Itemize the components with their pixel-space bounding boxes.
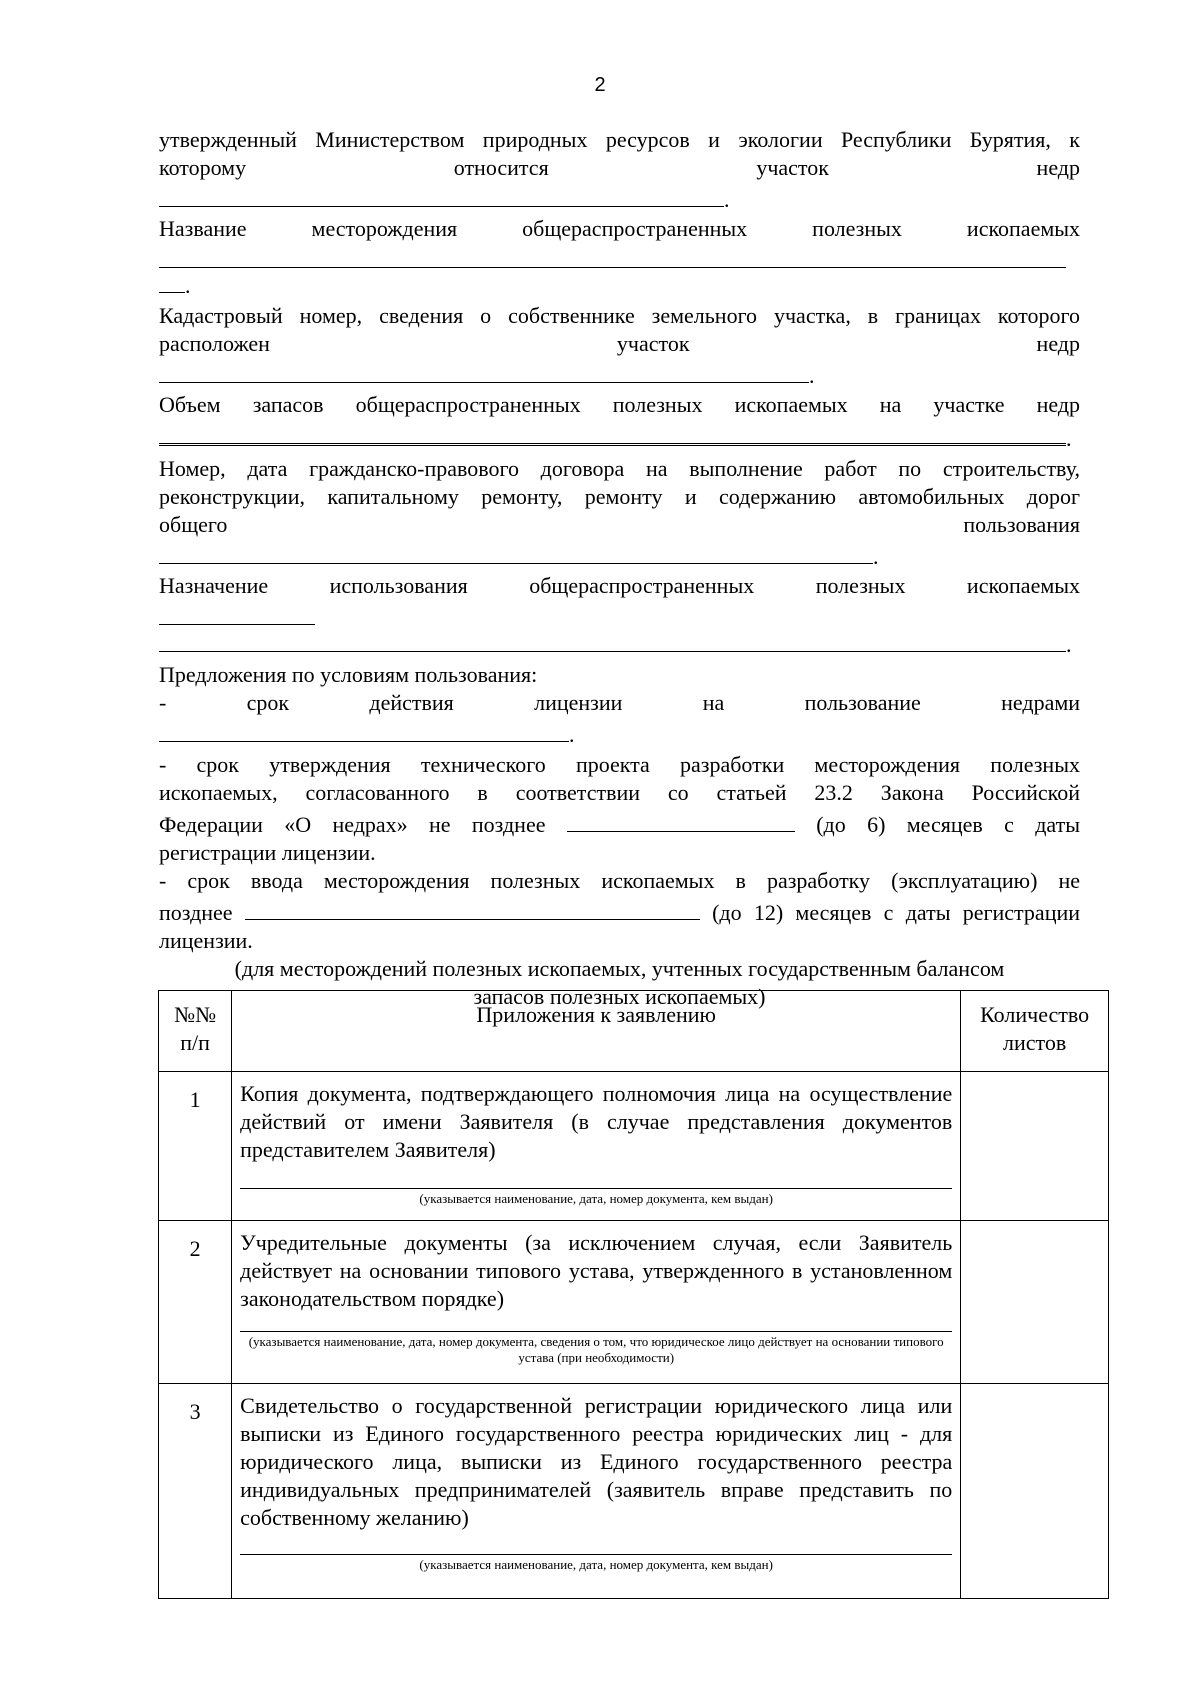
word: использования [329,573,468,598]
blank-field[interactable] [159,627,1066,652]
label-development-term-cont [159,895,1080,927]
period: . [1066,426,1072,451]
fill-line-deposit-name-end [159,268,1080,300]
period: . [809,363,815,388]
period: . [569,722,575,747]
text: позднее [159,900,233,925]
blank-field[interactable] [567,807,795,832]
blank-field[interactable] [159,358,809,383]
label-project-term-cont: ископаемых, согласованного в соответствии со статьей 23.2 Закона Российской [159,780,1080,805]
header-number: №№ п/п [159,991,232,1072]
label-project-term: - срок утверждения технического проекта разработки месторождения полезных [159,752,1080,777]
word: ископаемых [734,392,848,417]
word: полезных [612,392,703,417]
row-note: (указывается наименование, дата, номер документа, сведения о том, что юридическое лицо действует на основании типового устава (при необходимости) [248,1334,944,1365]
page-number: 2 [594,74,606,96]
word: срок [246,690,290,715]
period: . [185,273,191,298]
row-number: 1 [159,1072,232,1221]
fill-line-subsoil-register [159,182,1080,214]
paragraph-approved-by: утвержденный Министерством природных ресурсов и экологии Республики Бурятия, к [159,127,1080,152]
table-row [159,1072,1109,1221]
row-text: Учредительные документы (за исключением случая, если Заявитель действует на основании типового устава, утвержденного в установленном законодательством порядке) [240,1230,953,1311]
blank-field[interactable] [240,1168,952,1189]
blank-field[interactable] [159,182,724,207]
text: (до 6) месяцев с даты [816,812,1081,837]
label-development-term-end: лицензии. [159,928,253,953]
word: - [159,690,167,715]
header-sheet-count: Количество листов [961,991,1109,1072]
word: участок [616,331,690,356]
label-proposals: Предложения по условиям пользования: [159,662,538,687]
row-description [232,1072,961,1221]
sheet-count-cell[interactable] [961,1072,1109,1221]
blank-field[interactable] [159,419,1066,446]
row-number: 2 [159,1221,232,1384]
label-contract: Номер, дата гражданско-правового договора на выполнение работ по строительству, [159,456,1080,481]
row-description [232,1221,961,1384]
fill-line-license-term [159,717,1080,749]
word: недрами [1001,690,1081,715]
sheet-count-cell[interactable] [961,1221,1109,1384]
label-development-term: - срок ввода месторождения полезных ископаемых в разработку (эксплуатацию) не [159,868,1080,893]
row-description [232,1384,961,1599]
word: которому [159,155,247,180]
period: . [1066,632,1072,657]
blank-field[interactable] [240,1536,952,1555]
row-text: Копия документа, подтверждающего полномочия лица на осуществление действий от имени Заявителя (в случае представления документов представителем Заявителя) [240,1081,953,1162]
word: недр [1036,331,1080,356]
word: месторождения [311,216,458,241]
period: . [724,187,730,212]
label-deposit-name [159,215,1080,243]
blank-field[interactable] [159,268,185,293]
fill-line-cadastral [159,358,1080,390]
word: общераспространенных [355,392,581,417]
word: ископаемых [966,573,1081,598]
word: запасов [252,392,324,417]
word: расположен [159,331,270,356]
label-project-term-cont2 [159,807,1080,839]
label-contract-cont: реконструкции, капитальному ремонту, ремонту и содержанию автомобильных дорог [159,484,1080,509]
row-number: 3 [159,1384,232,1599]
word: Назначение [159,573,269,598]
word: лицензии [534,690,623,715]
word: на [702,690,725,715]
period: . [873,544,879,569]
table-row [159,1384,1109,1599]
word: на [879,392,902,417]
word: общераспространенных [522,216,748,241]
row-note: (указывается наименование, дата, номер документа, кем выдан) [419,1191,773,1206]
table-row [159,1221,1109,1384]
word: действия [369,690,454,715]
fill-line-purpose [159,627,1080,659]
blank-field[interactable] [240,1317,952,1332]
label-cadastral-number: Кадастровый номер, сведения о собственнике земельного участка, в границах которого [159,303,1080,328]
word: недр [1036,392,1081,417]
word: Объем [159,392,221,417]
table-header-row [159,991,1109,1072]
note-balance-cont: запасов полезных ископаемых) [473,984,766,1009]
word: пользования [963,512,1080,537]
word: участке [933,392,1005,417]
blank-field[interactable] [159,717,569,742]
row-text: Свидетельство о государственной регистрации юридического лица или выписки из Единого государственного реестра юридических лиц - для юридического лица, выписки из Единого государственного реестра индивидуальных предпринимателей (заявитель вправе представить по собственному желанию) [240,1393,953,1530]
word: относится [453,155,549,180]
text: Федерации «О недрах» не позднее [159,812,546,837]
attachments-table [158,990,1109,1599]
label-license-term [159,689,1080,717]
word: пользование [804,690,921,715]
header-attachments: Приложения к заявлению [232,991,961,1072]
word: ископаемых [966,216,1081,241]
label-contract-cont2 [159,511,1080,539]
word: Название [159,216,247,241]
word: общераспространенных [529,573,755,598]
blank-field-purpose[interactable] [159,600,315,625]
word: общего [159,512,228,537]
label-purpose [159,572,1080,600]
sheet-count-cell[interactable] [961,1384,1109,1599]
word: участок [756,155,829,180]
fill-line-contract [159,539,1080,571]
label-located-in [159,330,1080,358]
paragraph-relates-to [159,154,1080,182]
word: недр [1036,155,1080,180]
text: (до 12) месяцев с даты регистрации [712,900,1081,925]
blank-field[interactable] [159,539,873,564]
document-body [159,126,1080,1011]
label-reserves-volume [159,391,1080,419]
row-note: (указывается наименование, дата, номер документа, кем выдан) [419,1557,773,1572]
word: полезных [815,573,906,598]
fill-line-reserves [159,419,1080,453]
label-project-term-end: регистрации лицензии. [159,840,376,865]
note-balance: (для месторождений полезных ископаемых, учтенных государственным балансом [234,956,1005,981]
blank-field-deposit-name[interactable] [159,243,1066,268]
blank-field[interactable] [245,895,700,920]
word: полезных [812,216,902,241]
